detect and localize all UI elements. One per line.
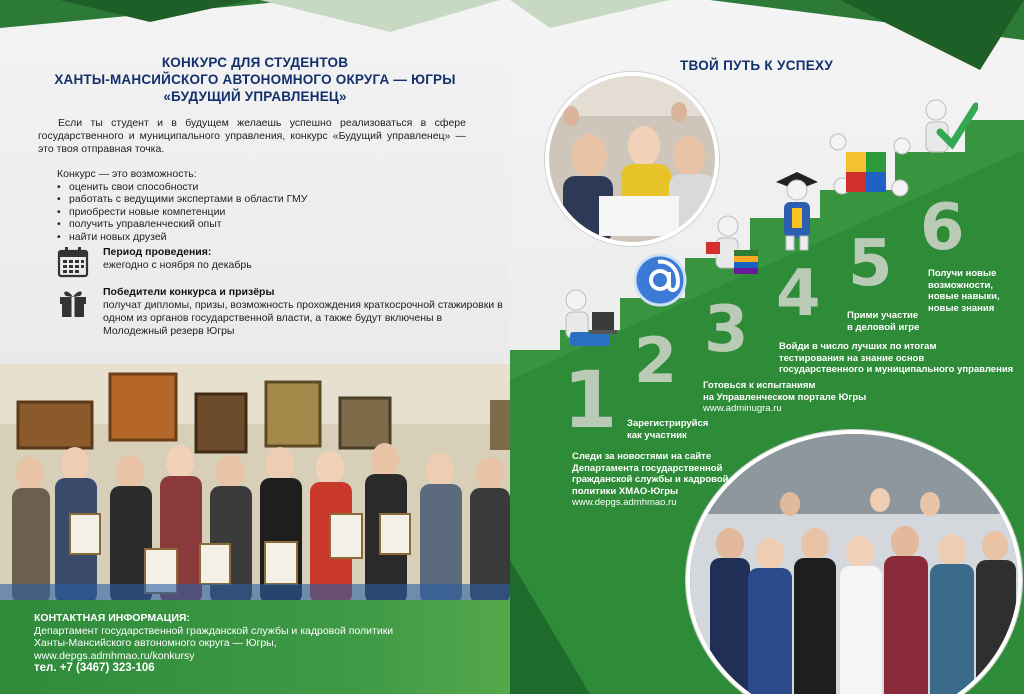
graduate-figure-icon — [772, 168, 822, 252]
at-sign-icon — [632, 252, 688, 308]
winners-heading: Победители конкурса и призёры — [103, 286, 275, 298]
winners-text: получат дипломы, призы, возможность прохождения краткосрочной стажировки в одном из органов государственной власти, а также будут включены в Молодежный резерв Югры — [103, 299, 503, 337]
step-3-line: на Управленческом портале Югры — [703, 391, 867, 403]
contact-line-1: Департамент государственной гражданской службы и кадровой политики — [34, 624, 394, 637]
laptop-figure-icon — [556, 288, 620, 354]
step-4-line: государственного и муниципального управления — [779, 364, 1014, 375]
puzzle-figures-icon — [824, 128, 916, 218]
page-title — [30, 54, 480, 105]
period-heading: Период проведения: — [103, 246, 212, 258]
step-1-line: Следи за новостями на сайте — [572, 451, 712, 462]
books-figure-icon — [704, 214, 760, 284]
list-item: • работать с ведущими экспертами в области ГМУ — [57, 193, 307, 206]
step-text-6 — [928, 268, 1000, 314]
group-photo — [0, 364, 510, 604]
step-2-line: как участник — [627, 429, 687, 441]
contact-heading: КОНТАКТНАЯ ИНФОРМАЦИЯ: — [34, 612, 190, 624]
step-text-3 — [703, 380, 866, 415]
title-line-1: КОНКУРС ДЛЯ СТУДЕНТОВ — [161, 55, 349, 70]
contact-line-2: Ханты-Мансийского автономного округа — Югры, — [34, 637, 277, 649]
intro-paragraph: Если ты студент и в будущем желаешь успешно реализоваться в сфере государственного и муниципального управления, конкурс «Будущий управленец» — это твоя отправная точка. — [38, 117, 466, 155]
step-text-2 — [627, 418, 708, 441]
top-decoration — [0, 0, 510, 40]
step-1-line: политики ХМАО-Югры — [572, 485, 679, 497]
gift-icon — [57, 286, 89, 318]
step-number-2: 2 — [634, 324, 678, 397]
list-item: • найти новых друзей — [57, 231, 307, 244]
winners-block — [57, 286, 503, 338]
step-number-5: 5 — [848, 227, 893, 301]
list-item: • приобрести новые компетенции — [57, 206, 307, 219]
period-block — [57, 246, 252, 278]
list-item: • оценить свои способности — [57, 181, 307, 194]
title-line-3: «БУДУЩИЙ УПРАВЛЕНЕЦ» — [163, 89, 347, 104]
step-number-6: 6 — [920, 191, 965, 265]
step-6-line: новые знания — [928, 302, 995, 314]
step-6-line: Получи новые — [928, 268, 997, 279]
group-photo-circle-illustration — [690, 434, 1020, 694]
step-4-line: тестирования на знание основ — [779, 352, 925, 364]
step-3-url[interactable]: www.adminugra.ru — [703, 403, 782, 414]
step-5-line: в деловой игре — [847, 321, 920, 333]
calendar-icon — [57, 246, 89, 278]
group-photo-illustration — [0, 364, 510, 604]
contact-phone[interactable]: тел. +7 (3467) 323-106 — [34, 662, 155, 674]
step-text-1 — [572, 451, 729, 509]
checkmark-figure-icon — [918, 98, 978, 158]
step-1-url[interactable]: www.depgs.admhmao.ru — [572, 497, 677, 508]
title-line-2: ХАНТЫ-МАНСИЙСКОГО АВТОНОМНОГО ОКРУГА — ЮГРЫ — [54, 72, 456, 87]
step-text-5 — [847, 310, 919, 333]
period-text: ежегодно с ноября по декабрь — [103, 259, 252, 271]
step-6-line: возможности, — [928, 279, 994, 291]
students-photo-illustration — [549, 76, 715, 242]
right-title: ТВОЙ ПУТЬ К УСПЕХУ — [680, 58, 834, 73]
step-number-3: 3 — [704, 293, 749, 367]
step-number-1: 1 — [563, 356, 618, 446]
contact-url[interactable]: www.depgs.admhmao.ru/konkursy — [34, 649, 195, 662]
step-3-line: Готовься к испытаниям — [703, 380, 816, 391]
opportunities-heading: Конкурс — это возможность: — [57, 168, 197, 180]
contact-info — [34, 612, 393, 675]
step-5-line: Прими участие — [847, 310, 919, 321]
opportunities-list — [57, 181, 307, 244]
opportunities-block — [57, 168, 307, 243]
step-number-4: 4 — [776, 257, 821, 331]
step-1-line: гражданской службы и кадровой — [572, 474, 729, 485]
list-item: • получить управленческий опыт — [57, 218, 307, 231]
step-text-4 — [779, 341, 1013, 376]
students-photo — [545, 72, 719, 246]
step-6-line: новые навыки, — [928, 291, 1000, 302]
step-1-line: Департамента государственной — [572, 462, 723, 474]
step-2-line: Зарегистрируйся — [627, 418, 709, 429]
step-4-line: Войди в число лучших по итогам — [779, 341, 937, 352]
